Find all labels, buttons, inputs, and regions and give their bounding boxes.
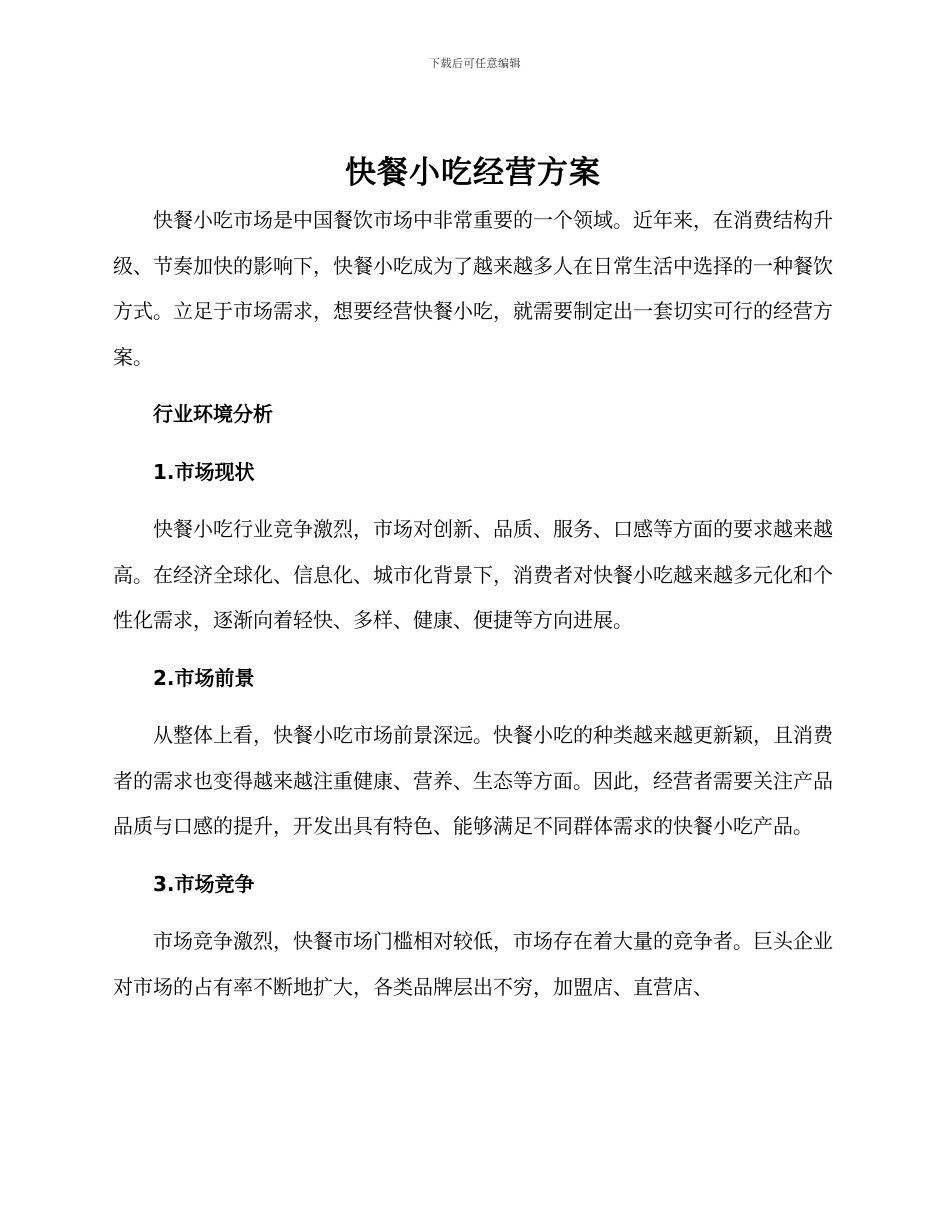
subsection-heading-market-competition: 3.市场竞争 — [153, 871, 255, 896]
spacer — [113, 380, 833, 392]
subsection-heading-market-outlook: 2.市场前景 — [153, 665, 255, 690]
spacer — [113, 850, 833, 862]
spacer — [113, 495, 833, 507]
subsection-heading-market-status: 1.市场现状 — [153, 459, 255, 484]
spacer — [113, 644, 833, 656]
header-note: 下载后可任意编辑 — [429, 57, 521, 70]
document-title: 快餐小吃经营方案 — [345, 155, 601, 191]
document-body — [113, 148, 833, 1010]
intro-paragraph: 快餐小吃市场是中国餐饮市场中非常重要的一个领域。近年来，在消费结构升级、节奏加快的影响下，快餐小吃成为了越来越多人在日常生活中选择的一种餐饮方式。立足于市场需求，想要经营快餐小吃，就需要制定出一套切实可行的经营方案。 — [113, 208, 833, 369]
paragraph-market-status: 快餐小吃行业竞争激烈，市场对创新、品质、服务、口感等方面的要求越来越高。在经济全球化、信息化、城市化背景下，消费者对快餐小吃越来越多元化和个性化需求，逐渐向着轻快、多样、健康、便捷等方向进展。 — [113, 517, 833, 632]
spacer — [113, 438, 833, 450]
section-heading-industry: 行业环境分析 — [153, 402, 273, 426]
paragraph-market-competition: 市场竞争激烈，快餐市场门槛相对较低，市场存在着大量的竞争者。巨头企业对市场的占有率不断地扩大，各类品牌层出不穷，加盟店、直营店、 — [113, 929, 833, 999]
paragraph-market-outlook: 从整体上看，快餐小吃市场前景深远。快餐小吃的种类越来越更新颖，且消费者的需求也变得越来越注重健康、营养、生态等方面。因此，经营者需要关注产品品质与口感的提升，开发出具有特色、能够满足不同群体需求的快餐小吃产品。 — [113, 723, 833, 838]
spacer — [113, 907, 833, 919]
spacer — [113, 701, 833, 713]
